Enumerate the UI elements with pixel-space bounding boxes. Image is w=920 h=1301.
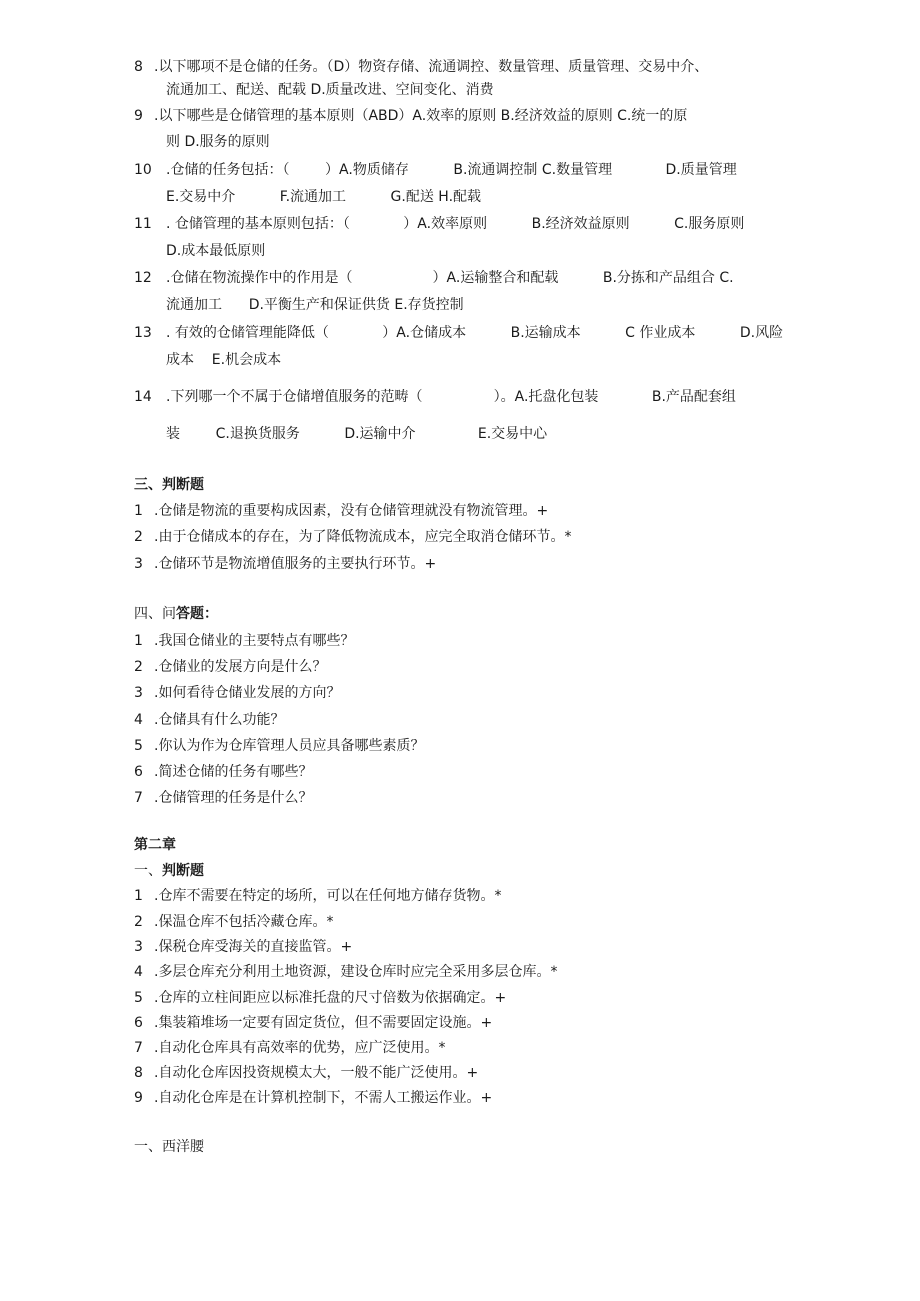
item-text: .仓库的立柱间距应以标准托盘的尺寸倍数为依据确定。+ [154, 990, 507, 1006]
item-text: .自动化仓库因投资规模太大，一般不能广泛使用。+ [154, 1065, 479, 1081]
heading-bold: 答题： [176, 606, 218, 622]
item-text: .简述仓储的任务有哪些？ [154, 764, 313, 780]
item-number: 4 [134, 712, 143, 728]
footer-heading: 一、西洋腰 [134, 1139, 204, 1155]
item-text: .保税仓库受海关的直接监管。+ [154, 939, 353, 955]
item-text: .由于仓储成本的存在，为了降低物流成本，应完全取消仓储环节。* [154, 529, 572, 545]
item-number: 3 [134, 685, 143, 701]
question-text: .下列哪一个不属于仓储增值服务的范畴（ ）。A.托盘化包装 B.产品配套组 [166, 389, 736, 405]
section-heading-judgment: 三、判断题 [134, 477, 204, 493]
question-text: . 仓储管理的基本原则包括：（ ）A.效率原则 B.经济效益原则 C.服务原则 [166, 216, 745, 232]
item-number: 5 [134, 990, 143, 1006]
item-number: 4 [134, 964, 143, 980]
item-number: 2 [134, 529, 143, 545]
item-number: 2 [134, 659, 143, 675]
item-text: .仓库不需要在特定的场所，可以在任何地方储存货物。* [154, 888, 502, 904]
question-text-continued: 则 D.服务的原则 [166, 134, 270, 150]
item-text: .自动化仓库具有高效率的优势，应广泛使用。* [154, 1040, 446, 1056]
question-text-continued: 流通加工 D.平衡生产和保证供货 E.存货控制 [166, 297, 464, 313]
question-number: 10 [134, 162, 152, 178]
item-text: .仓储是物流的重要构成因素，没有仓储管理就没有物流管理。+ [154, 503, 549, 519]
item-text: .仓储环节是物流增值服务的主要执行环节。+ [154, 556, 437, 572]
item-text: .多层仓库充分利用土地资源，建设仓库时应完全采用多层仓库。* [154, 964, 558, 980]
item-number: 6 [134, 764, 143, 780]
heading-bold: 判断题 [162, 863, 204, 879]
item-text: .保温仓库不包括冷藏仓库。* [154, 914, 334, 930]
question-text-continued: 装 C.退换货服务 D.运输中介 E.交易中心 [166, 426, 548, 442]
question-number: 8 [134, 59, 143, 75]
question-text: .以下哪项不是仓储的任务。（D）物资存储、流通调控、数量管理、质量管理、交易中介、 [154, 59, 709, 75]
item-text: .集装箱堆场一定要有固定货位，但不需要固定设施。+ [154, 1015, 493, 1031]
question-number: 11 [134, 216, 152, 232]
item-number: 7 [134, 790, 143, 806]
question-text-continued: D.成本最低原则 [166, 243, 266, 259]
item-text: .自动化仓库是在计算机控制下，不需人工搬运作业。+ [154, 1090, 493, 1106]
question-text-continued: 流通加工、配送、配载 D.质量改进、空间变化、消费 [166, 82, 494, 98]
chapter-title: 第二章 [134, 837, 176, 853]
question-text-continued: E.交易中介 F.流通加工 G.配送 H.配载 [166, 189, 482, 205]
question-text: . 有效的仓储管理能降低（ ）A.仓储成本 B.运输成本 C 作业成本 D.风险 [166, 325, 784, 341]
item-number: 9 [134, 1090, 143, 1106]
item-text: .你认为作为仓库管理人员应具备哪些素质？ [154, 738, 425, 754]
question-text: .仓储在物流操作中的作用是（ ）A.运输整合和配载 B.分拣和产品组合 C. [166, 270, 734, 286]
item-text: .仓储管理的任务是什么？ [154, 790, 313, 806]
question-text: .以下哪些是仓储管理的基本原则（ABD）A.效率的原则 B.经济效益的原则 C.统一的原 [154, 108, 688, 124]
question-number: 9 [134, 108, 143, 124]
item-number: 3 [134, 939, 143, 955]
item-text: .仓储具有什么功能？ [154, 712, 285, 728]
item-number: 2 [134, 914, 143, 930]
question-number: 12 [134, 270, 152, 286]
chapter-section-heading [134, 862, 204, 880]
item-text: .仓储业的发展方向是什么？ [154, 659, 327, 675]
item-number: 7 [134, 1040, 143, 1056]
item-number: 6 [134, 1015, 143, 1031]
question-number: 13 [134, 325, 152, 341]
question-text: .仓储的任务包括：（ ）A.物质储存 B.流通调控制 C.数量管理 D.质量管理 [166, 162, 737, 178]
item-number: 8 [134, 1065, 143, 1081]
item-number: 5 [134, 738, 143, 754]
question-text-continued: 成本 E.机会成本 [166, 352, 282, 368]
section-heading-short-answer [134, 605, 218, 623]
item-number: 1 [134, 503, 143, 519]
heading-prefix: 四、问 [134, 606, 176, 622]
item-text: .如何看待仓储业发展的方向？ [154, 685, 341, 701]
heading-prefix: 一、 [134, 863, 162, 879]
item-number: 1 [134, 888, 143, 904]
item-text: .我国仓储业的主要特点有哪些？ [154, 633, 355, 649]
item-number: 3 [134, 556, 143, 572]
question-number: 14 [134, 389, 152, 405]
item-number: 1 [134, 633, 143, 649]
